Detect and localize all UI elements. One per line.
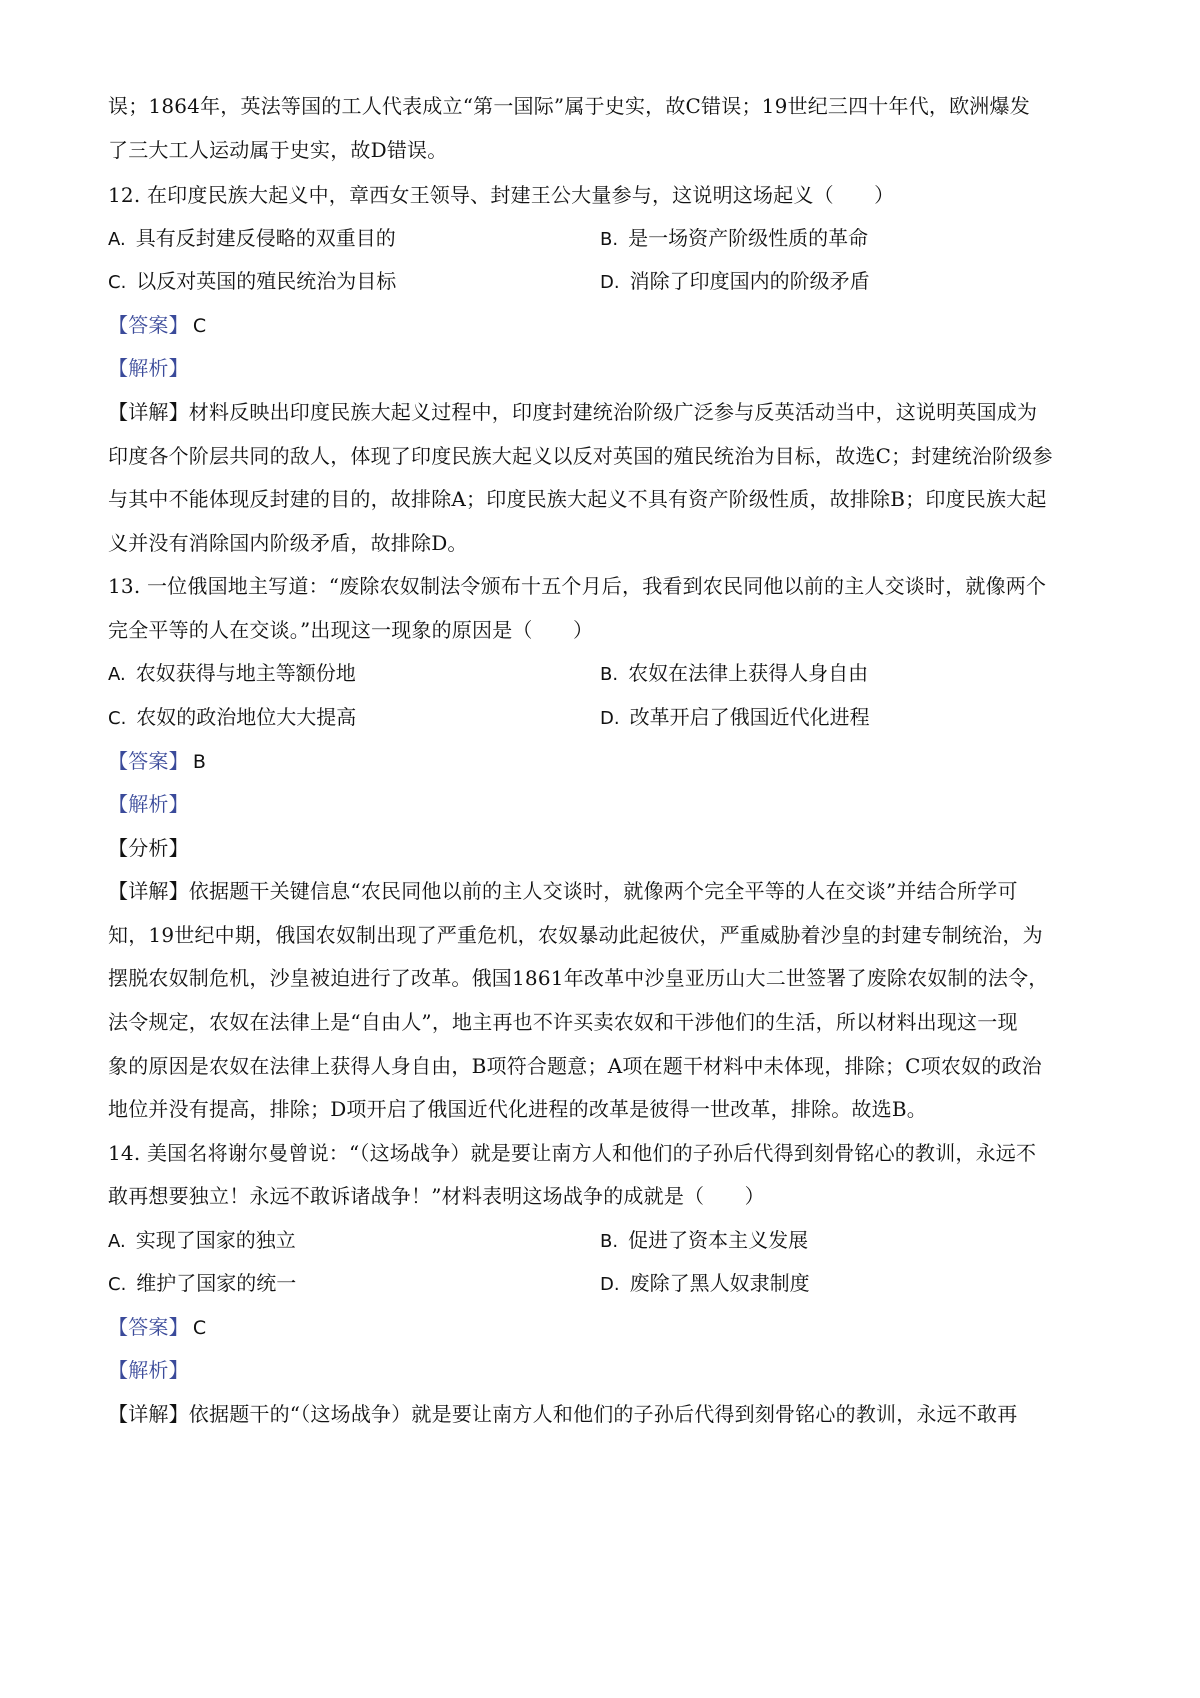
q12-detail-line-3: 与其中不能体现反封建的目的，故排除A；印度民族大起义不具有资产阶级性质，故排除B；印度民族大起 bbox=[108, 487, 1047, 511]
q14-stem-line-1: 14. 美国名将谢尔曼曾说：“（这场战争）就是要让南方人和他们的子孙后代得到刻骨铭心的教训，永远不 bbox=[108, 1141, 1037, 1165]
q13-analysis bbox=[108, 789, 1098, 819]
q13-option-d-key: D. bbox=[600, 708, 620, 729]
q14-option-b bbox=[600, 1225, 808, 1257]
q14-analysis-tag: 【解析】 bbox=[108, 1358, 189, 1382]
q13-option-d bbox=[600, 702, 870, 734]
q14-stem-line-2: 敢再想要独立！永远不敢诉诸战争！”材料表明这场战争的成就是（ ） bbox=[108, 1184, 765, 1208]
q13-detail-line-6: 地位并没有提高，排除；D项开启了俄国近代化进程的改革是彼得一世改革，排除。故选B。 bbox=[108, 1097, 927, 1121]
q14-option-c-text: 维护了国家的统一 bbox=[136, 1271, 297, 1295]
q12-analysis bbox=[108, 353, 1098, 383]
q13-stem-line-2: 完全平等的人在交谈。”出现这一现象的原因是（ ） bbox=[108, 618, 594, 642]
q12-option-d bbox=[600, 266, 870, 298]
q13-detail-line-2: 知，19世纪中期，俄国农奴制出现了严重危机，农奴暴动此起彼伏，严重威胁着沙皇的封建专制统治，为 bbox=[108, 923, 1043, 947]
intro-line-2: 了三大工人运动属于史实，故D错误。 bbox=[108, 138, 448, 162]
q13-answer-value: B bbox=[192, 751, 207, 773]
q12-option-c-key: C. bbox=[108, 272, 127, 293]
q14-detail-line-1: 【详解】依据题干的“（这场战争）就是要让南方人和他们的子孙后代得到刻骨铭心的教训，永远不敢再 bbox=[108, 1402, 1018, 1426]
q13-fenxi bbox=[108, 833, 1098, 863]
q13-option-a-key: A. bbox=[108, 664, 126, 685]
q14-option-b-key: B. bbox=[600, 1231, 619, 1252]
q14-option-a-key: A. bbox=[108, 1231, 126, 1252]
q12-option-b-key: B. bbox=[600, 229, 619, 250]
q12-option-a-text: 具有反封建反侵略的双重目的 bbox=[135, 226, 396, 250]
q14-answer-value: C bbox=[192, 1317, 207, 1339]
q12-option-c bbox=[108, 266, 396, 298]
q14-option-c-key: C. bbox=[108, 1274, 127, 1295]
q12-option-d-key: D. bbox=[600, 272, 620, 293]
q13-analysis-tag: 【解析】 bbox=[108, 792, 189, 816]
q13-detail-line-1: 【详解】依据题干关键信息“农民同他以前的主人交谈时，就像两个完全平等的人在交谈”并结合所学可 bbox=[108, 879, 1018, 903]
q14-option-c bbox=[108, 1268, 296, 1300]
q13-answer bbox=[108, 746, 1098, 777]
q14-option-d-text: 废除了黑人奴隶制度 bbox=[629, 1271, 810, 1295]
q13-detail-line-4: 法令规定，农奴在法律上是“自由人”，地主再也不许买卖农奴和干涉他们的生活，所以材料出现这一现 bbox=[108, 1010, 1018, 1034]
q13-stem-line-1: 13. 一位俄国地主写道：“废除农奴制法令颁布十五个月后，我看到农民同他以前的主人交谈时，就像两个 bbox=[108, 574, 1047, 598]
q12-detail-line-2: 印度各个阶层共同的敌人，体现了印度民族大起义以反对英国的殖民统治为目标，故选C；封建统治阶级参 bbox=[108, 444, 1053, 468]
q13-option-b bbox=[600, 658, 868, 690]
q13-option-a bbox=[108, 658, 356, 690]
q13-option-b-key: B. bbox=[600, 664, 619, 685]
q13-fenxi-tag: 【分析】 bbox=[108, 836, 189, 860]
q13-option-c-text: 农奴的政治地位大大提高 bbox=[136, 705, 357, 729]
q13-answer-tag: 【答案】 bbox=[108, 749, 189, 773]
q12-option-c-text: 以反对英国的殖民统治为目标 bbox=[136, 269, 397, 293]
q12-answer-value: C bbox=[192, 315, 207, 337]
q14-option-d bbox=[600, 1268, 810, 1300]
q12-answer-tag: 【答案】 bbox=[108, 313, 189, 337]
q13-option-a-text: 农奴获得与地主等额份地 bbox=[135, 661, 356, 685]
q13-option-c-key: C. bbox=[108, 708, 127, 729]
q12-stem: 12. 在印度民族大起义中，章西女王领导、封建王公大量参与，这说明这场起义（ ） bbox=[108, 183, 895, 207]
q12-answer bbox=[108, 310, 1098, 341]
q14-answer-tag: 【答案】 bbox=[108, 1315, 189, 1339]
intro-line-1: 误；1864年，英法等国的工人代表成立“第一国际”属于史实，故C错误；19世纪三四十年代，欧洲爆发 bbox=[108, 94, 1030, 118]
q14-option-a bbox=[108, 1225, 296, 1257]
q13-detail-line-5: 象的原因是农奴在法律上获得人身自由，B项符合题意；A项在题干材料中未体现，排除；C项农奴的政治 bbox=[108, 1054, 1042, 1078]
q14-option-a-text: 实现了国家的独立 bbox=[135, 1228, 296, 1252]
q12-option-d-text: 消除了印度国内的阶级矛盾 bbox=[629, 269, 870, 293]
q14-answer bbox=[108, 1312, 1098, 1343]
q13-option-d-text: 改革开启了俄国近代化进程 bbox=[629, 705, 870, 729]
q12-detail-line-4: 义并没有消除国内阶级矛盾，故排除D。 bbox=[108, 531, 468, 555]
q12-detail-line-1: 【详解】材料反映出印度民族大起义过程中，印度封建统治阶级广泛参与反英活动当中，这说明英国成为 bbox=[108, 400, 1038, 424]
q13-option-c bbox=[108, 702, 356, 734]
q12-option-b bbox=[600, 223, 868, 255]
q13-detail-line-3: 摆脱农奴制危机，沙皇被迫进行了改革。俄国1861年改革中沙皇亚历山大二世签署了废除农奴制的法令， bbox=[108, 966, 1049, 990]
q14-option-b-text: 促进了资本主义发展 bbox=[628, 1228, 809, 1252]
q12-option-a bbox=[108, 223, 396, 255]
q14-option-d-key: D. bbox=[600, 1274, 620, 1295]
q13-option-b-text: 农奴在法律上获得人身自由 bbox=[628, 661, 869, 685]
q12-option-b-text: 是一场资产阶级性质的革命 bbox=[628, 226, 869, 250]
q12-analysis-tag: 【解析】 bbox=[108, 356, 189, 380]
q12-option-a-key: A. bbox=[108, 229, 126, 250]
q14-analysis bbox=[108, 1355, 1098, 1385]
